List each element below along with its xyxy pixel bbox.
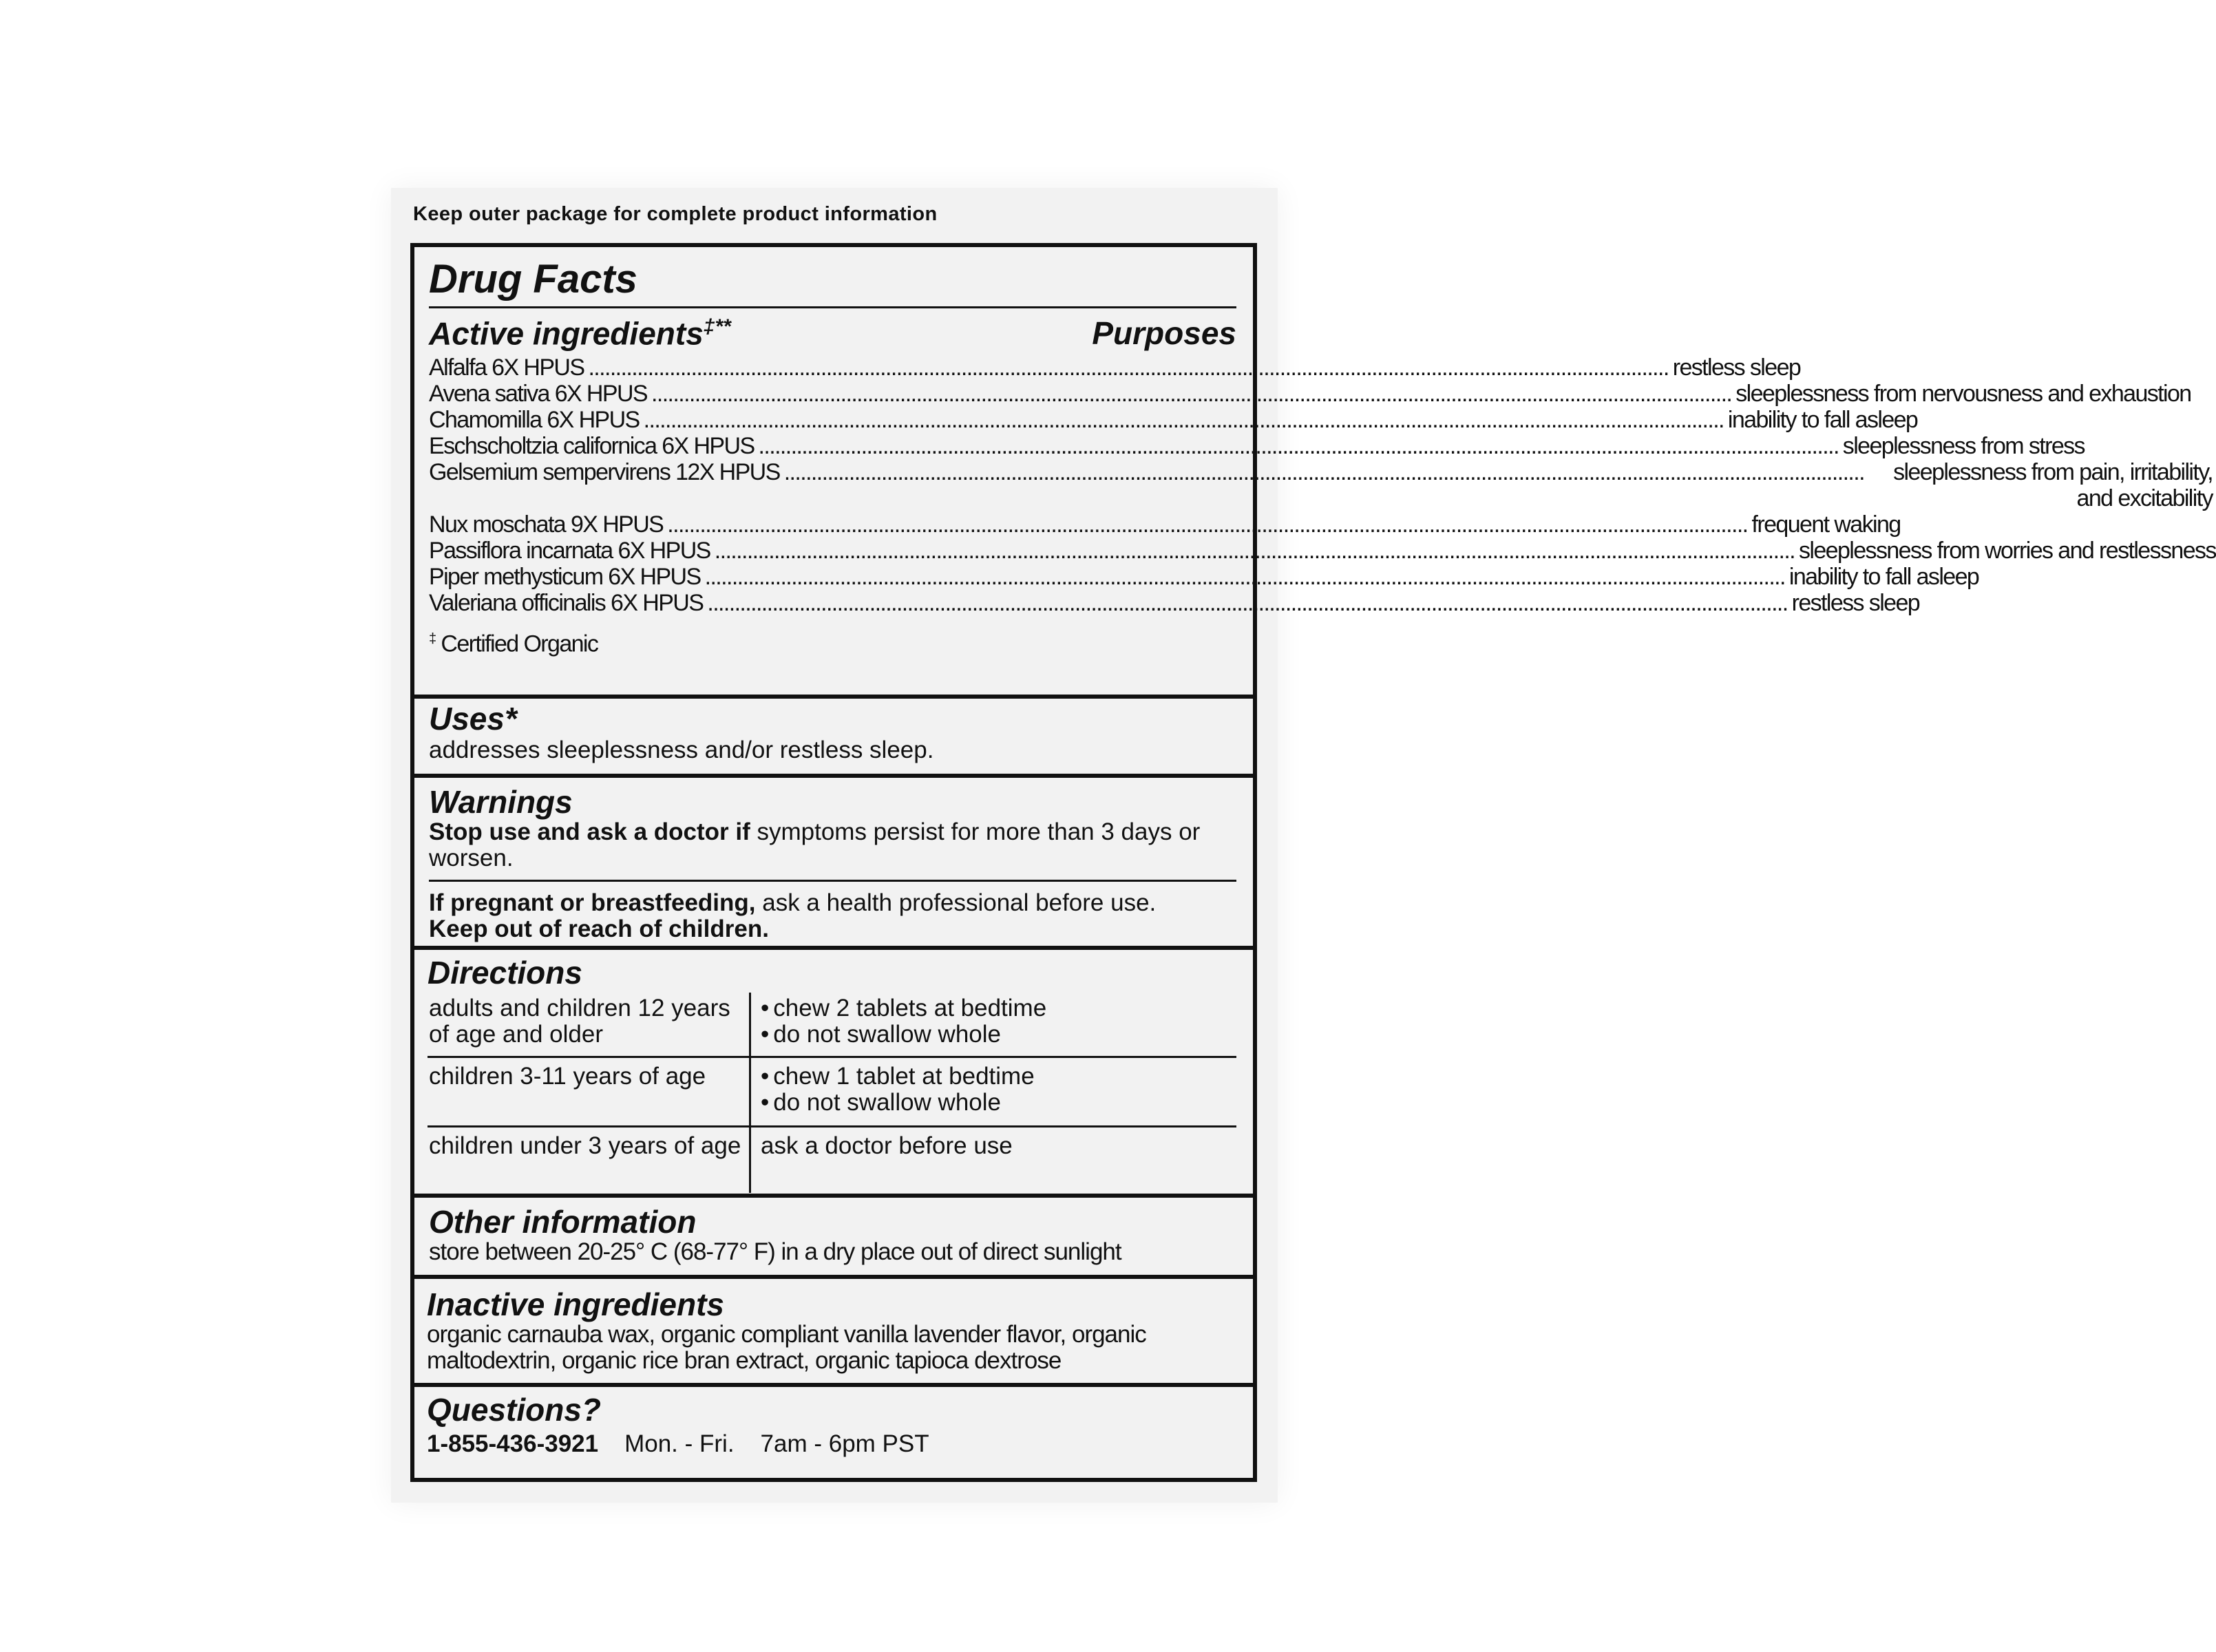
warnings-divider (429, 880, 1236, 882)
directions-row (428, 993, 1236, 1056)
questions-section (414, 1383, 1253, 1486)
other-information-heading: Other information (429, 1204, 697, 1240)
ingredient-row (429, 564, 1979, 591)
instruction-item: • do not swallow whole (761, 1021, 1236, 1048)
leader-dots: ........................................................................................................................................................................................................ (588, 354, 1669, 381)
ingredient-purpose: frequent waking (1751, 511, 1901, 538)
pregnancy-warning: If pregnant or breastfeeding, ask a health professional before use. (429, 889, 1157, 916)
warnings-section (414, 774, 1253, 946)
ingredient-row (429, 538, 2216, 564)
inactive-ingredients-text: organic carnauba wax, organic compliant vanilla lavender flavor, organic maltodextrin, organic rice bran extract, organic tapioca dextrose (427, 1321, 1146, 1374)
ingredient-row (429, 407, 1918, 434)
ingredient-purpose: sleeplessness from worries and restlessness (1799, 538, 2216, 564)
ingredient-purpose: restless sleep (1791, 590, 1920, 617)
active-ingredients-section (414, 247, 2216, 695)
directions-row (428, 1125, 1236, 1193)
uses-section (414, 695, 1253, 774)
inactive-ingredients-heading: Inactive ingredients (427, 1286, 725, 1322)
instruction-item: • chew 1 tablet at bedtime (761, 1063, 1236, 1090)
title-divider (429, 306, 1236, 308)
directions-age-group: children under 3 years of age (428, 1127, 751, 1193)
ingredient-name: Passiflora incarnata 6X HPUS (429, 538, 710, 564)
directions-instructions: ask a doctor before use (761, 1132, 1013, 1159)
footnote (429, 626, 1236, 657)
ingredient-name: Eschscholtzia californica 6X HPUS (429, 433, 755, 460)
inactive-ingredients-section (414, 1275, 1253, 1383)
ingredient-name: Chamomilla 6X HPUS (429, 407, 640, 434)
storage-text: store between 20-25° C (68-77° F) in a dry place out of direct sunlight (429, 1238, 1121, 1265)
active-ingredients-heading: Active ingredients‡** (429, 315, 731, 352)
directions-age-group: children 3-11 years of age (428, 1058, 751, 1125)
product-card (391, 188, 2216, 1503)
directions-age-group: adults and children 12 years of age and older (428, 993, 751, 1056)
ingredient-name: Avena sativa 6X HPUS (429, 381, 647, 407)
ingredient-purpose: inability to fall asleep (1788, 564, 1979, 591)
instruction-item: • chew 2 tablets at bedtime (761, 995, 1236, 1021)
ingredient-row (429, 381, 2191, 407)
children-warning: Keep out of reach of children. (429, 915, 769, 942)
ingredient-list (429, 354, 2216, 617)
ingredient-row (429, 511, 1901, 538)
ingredient-row (429, 459, 2213, 512)
uses-text: addresses sleeplessness and/or restless sleep. (429, 737, 934, 763)
other-information-section (414, 1194, 1253, 1275)
directions-row (428, 1056, 1236, 1125)
purposes-heading: Purposes (1092, 315, 1236, 352)
ingredient-purpose: restless sleep (1672, 354, 1801, 381)
directions-instructions (751, 993, 1236, 1056)
footnote-mark: ‡ (429, 631, 436, 647)
leader-dots: ........................................................................................................................................................................................................ (643, 407, 1724, 434)
footnote-text: Certified Organic (441, 631, 598, 657)
leader-dots: ........................................................................................................................................................................................................ (714, 538, 1795, 564)
leader-dots: ........................................................................................................................................................................................................ (667, 511, 1748, 538)
stop-use-warning: Stop use and ask a doctor if symptoms persist for more than 3 days or worsen. (429, 818, 1201, 871)
leader-dots: ........................................................................................................................................................................................................ (758, 433, 1839, 460)
ingredient-purpose: sleeplessness from stress (1842, 433, 2085, 460)
package-note: Keep outer package for complete product information (413, 203, 938, 225)
directions-heading: Directions (428, 955, 582, 991)
ingredient-purpose: inability to fall asleep (1727, 407, 1918, 434)
ingredient-purpose: sleeplessness from pain, irritability, and excitability (1893, 459, 2213, 512)
directions-instructions (751, 1058, 1236, 1125)
drug-facts-title: Drug Facts (429, 257, 637, 301)
questions-heading: Questions? (427, 1392, 602, 1428)
ingredient-name: Piper methysticum 6X HPUS (429, 564, 701, 591)
active-header-row (429, 315, 1236, 352)
drug-facts-panel (410, 243, 2216, 1482)
ingredient-row (429, 354, 1801, 381)
leader-dots: ........................................................................................................................................................................................................ (707, 590, 1788, 617)
leader-dots: ........................................................................................................................................................................................................ (651, 381, 1732, 407)
directions-section (414, 946, 1253, 1194)
ingredient-name: Gelsemium sempervirens 12X HPUS (429, 459, 780, 486)
contact-hours: 7am - 6pm PST (760, 1430, 929, 1457)
directions-table (428, 993, 1236, 1193)
warnings-heading: Warnings (429, 784, 573, 820)
ingredient-name: Valeriana officinalis 6X HPUS (429, 590, 704, 617)
ingredient-row (429, 433, 2085, 460)
leader-dots: ........................................................................................................................................................................................................ (704, 564, 1785, 591)
ingredient-row (429, 590, 1920, 617)
ingredient-purpose: sleeplessness from nervousness and exhaustion (1735, 381, 2191, 407)
contact-days: Mon. - Fri. (624, 1430, 735, 1457)
instruction-item: • do not swallow whole (761, 1090, 1236, 1116)
leader-dots: ........................................................................................................................................................................................................ (783, 459, 1864, 486)
contact-line (427, 1431, 1236, 1457)
ingredient-name: Nux moschata 9X HPUS (429, 511, 664, 538)
uses-heading: Uses* (429, 701, 517, 737)
ingredient-name: Alfalfa 6X HPUS (429, 354, 584, 381)
phone-number[interactable]: 1-855-436-3921 (427, 1430, 599, 1457)
